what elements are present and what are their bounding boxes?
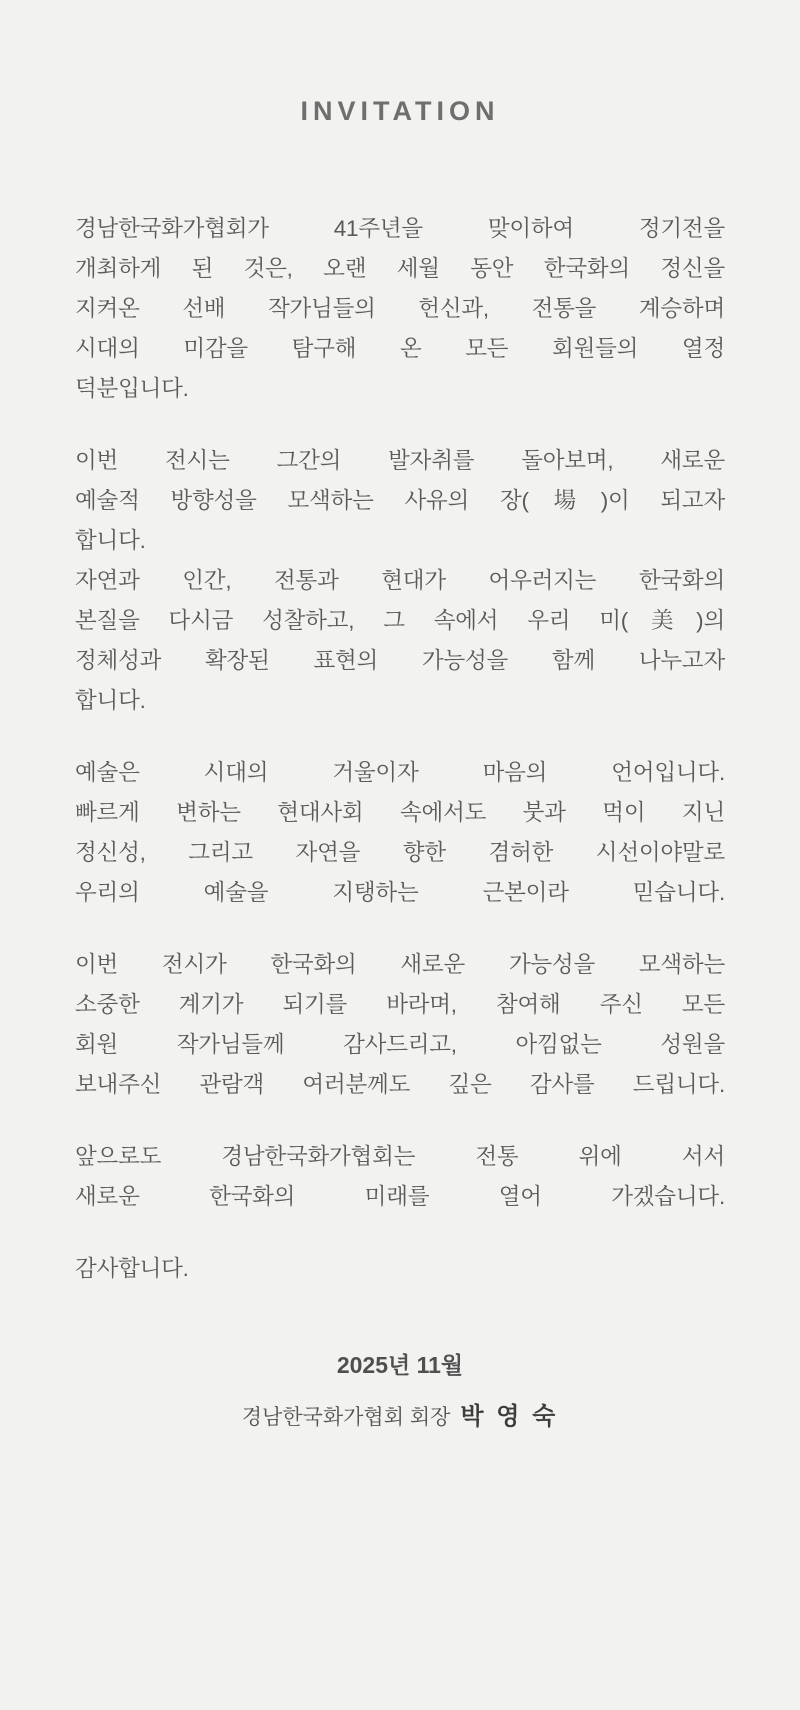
text-line: 빠르게 변하는 현대사회 속에서도 붓과 먹이 지닌 [75,800,725,825]
paragraph-2 [75,441,725,721]
signature-date: 2025년 11월 [336,1352,464,1378]
text-line: 정신성, 그리고 자연을 향한 겸허한 시선이야말로 [75,840,725,865]
text-line: 경남한국화가협회가 41주년을 맞이하여 정기전을 [75,216,725,241]
text-line: 시대의 미감을 탐구해 온 모든 회원들의 열정 [75,336,725,361]
invitation-body [75,209,725,1289]
text-line: 우리의 예술을 지탱하는 근본이라 믿습니다. [75,880,725,905]
text-line: 이번 전시가 한국화의 새로운 가능성을 모색하는 [75,952,725,977]
text-line: 이번 전시는 그간의 발자취를 돌아보며, 새로운 [75,448,725,473]
signature-name: 박 영 숙 [460,1403,559,1430]
text-line: 자연과 인간, 전통과 현대가 어우러지는 한국화의 [75,568,725,593]
paragraph-1 [75,209,725,409]
signature-line [75,1396,725,1431]
text-line: 정체성과 확장된 표현의 가능성을 함께 나누고자 [75,648,725,673]
paragraph-4 [75,945,725,1105]
text-line: 합니다. [75,688,146,713]
paragraph-3 [75,753,725,913]
text-line: 개최하게 된 것은, 오랜 세월 동안 한국화의 정신을 [75,256,725,281]
text-line: 덕분입니다. [75,376,189,401]
text-line: 예술적 방향성을 모색하는 사유의 장(場)이 되고자 [75,488,725,513]
text-line: 지켜온 선배 작가님들의 헌신과, 전통을 계승하며 [75,296,725,321]
text-line: 본질을 다시금 성찰하고, 그 속에서 우리 미(美)의 [75,608,725,633]
page-title: INVITATION [300,96,500,126]
text-line: 합니다. [75,528,146,553]
text-line: 앞으로도 경남한국화가협회는 전통 위에 서서 [75,1144,725,1169]
paragraph-5 [75,1137,725,1217]
signature-block [75,1347,725,1431]
signature-organization: 경남한국화가협회 회장 [241,1406,451,1429]
paragraph-6 [75,1249,725,1289]
text-line: 예술은 시대의 거울이자 마음의 언어입니다. [75,760,725,785]
text-line: 소중한 계기가 되기를 바라며, 참여해 주신 모든 [75,992,725,1017]
text-line: 회원 작가님들께 감사드리고, 아낌없는 성원을 [75,1032,725,1057]
text-line: 새로운 한국화의 미래를 열어 가겠습니다. [75,1184,725,1209]
text-line: 보내주신 관람객 여러분께도 깊은 감사를 드립니다. [75,1072,725,1097]
text-line: 감사합니다. [75,1256,189,1281]
